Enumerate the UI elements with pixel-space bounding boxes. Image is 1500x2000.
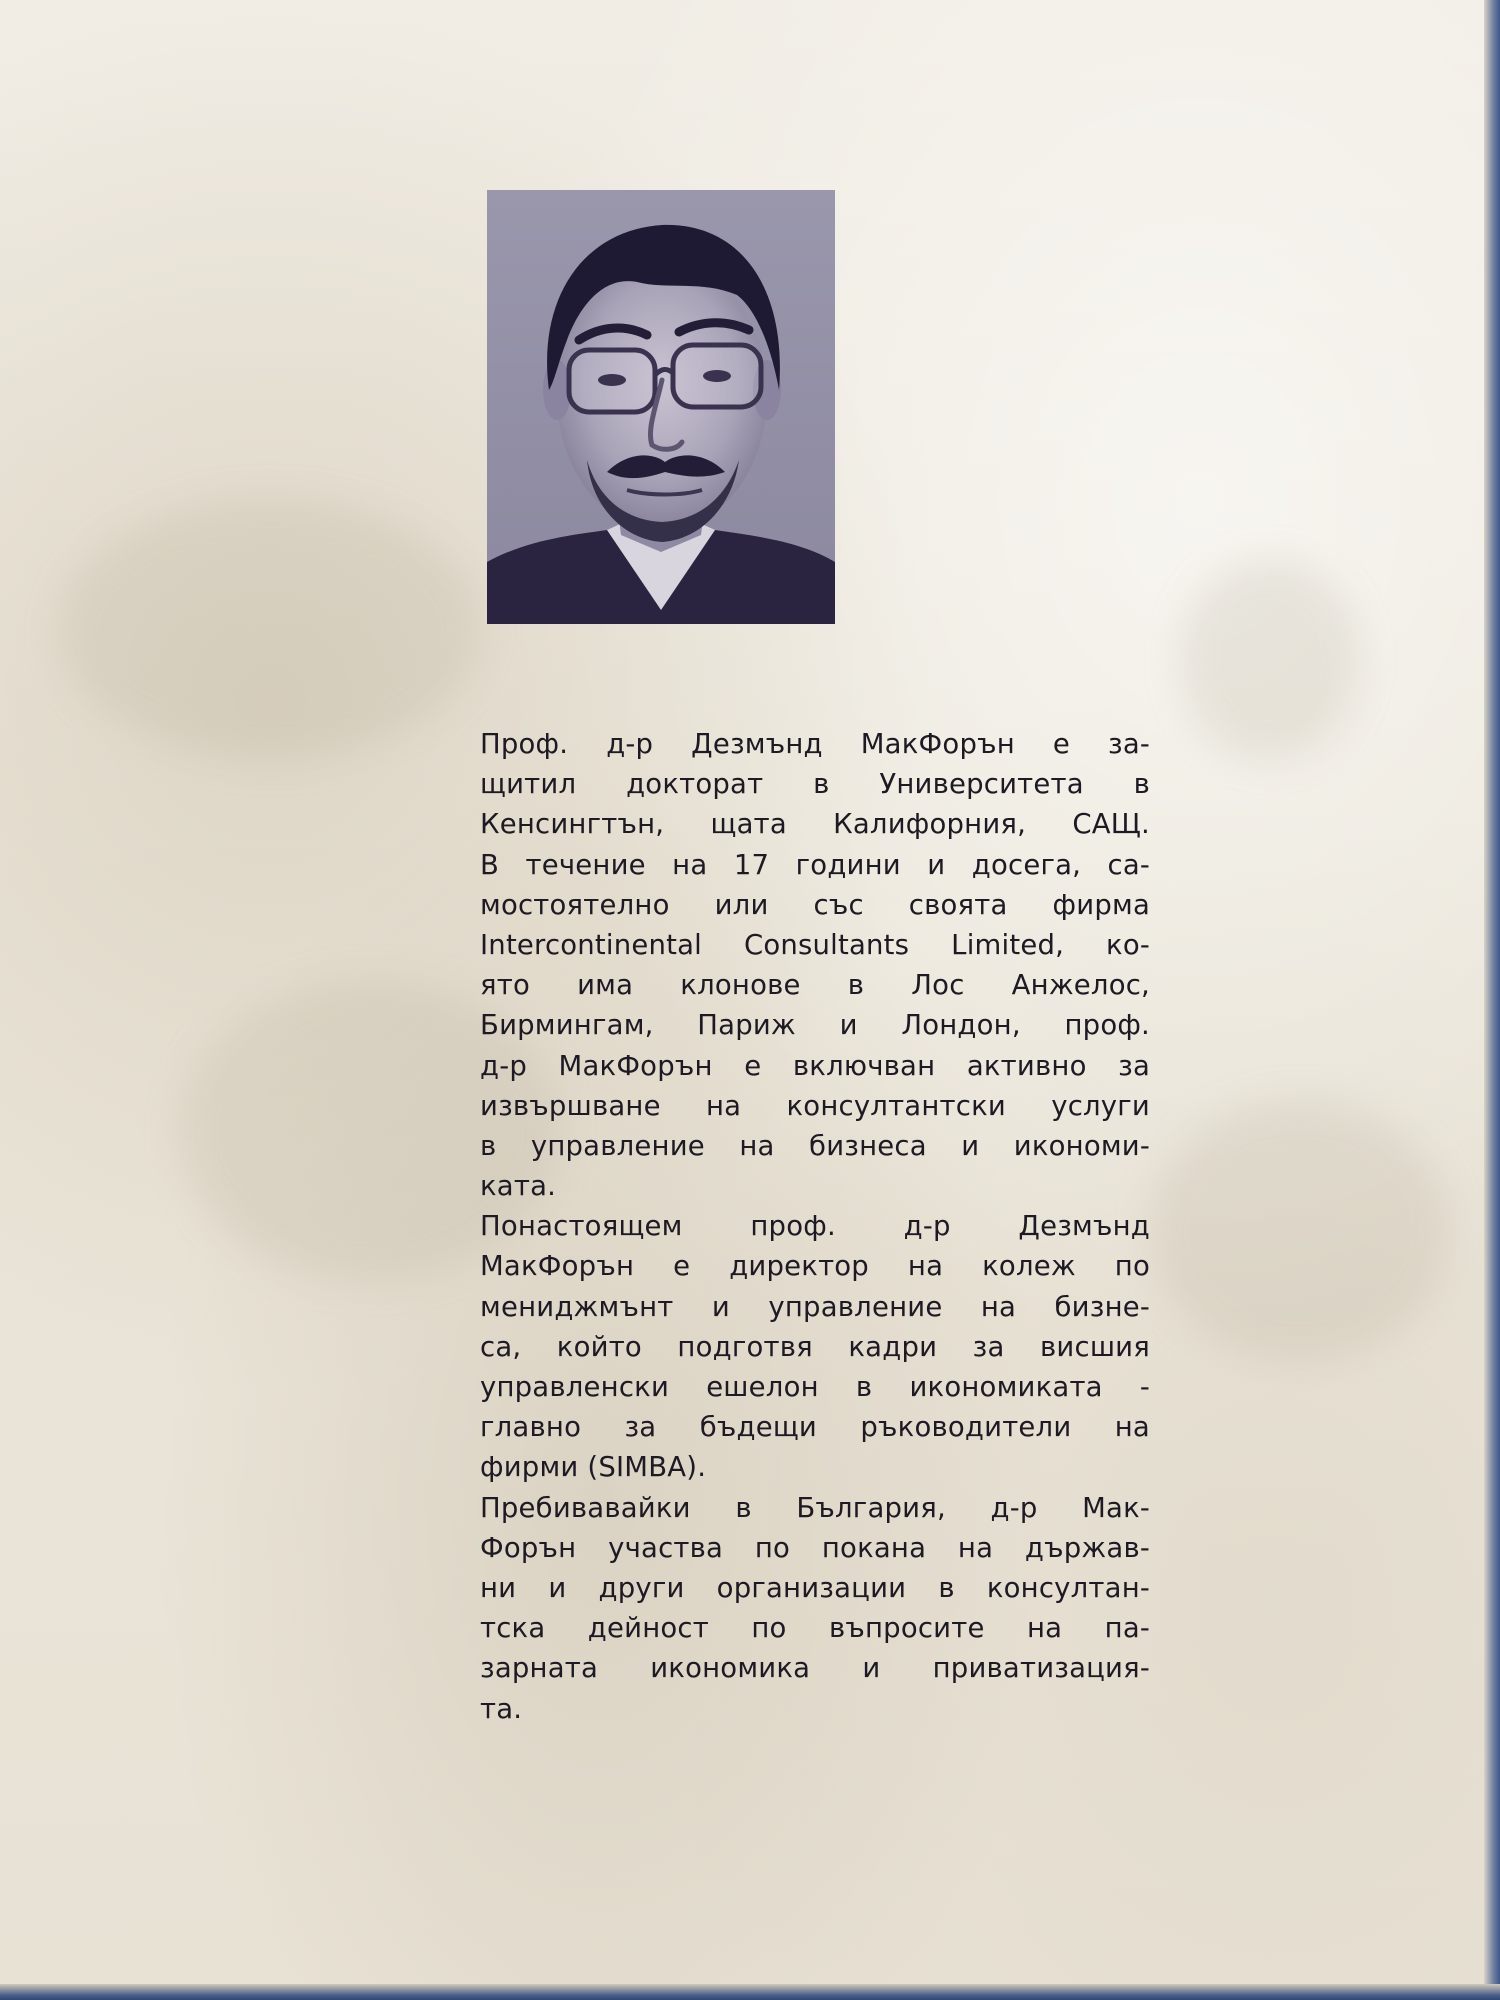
bio-line: ката.	[480, 1170, 557, 1203]
paper-stain	[1150, 1100, 1450, 1360]
paper-stain	[1180, 560, 1360, 760]
bio-line: Проф. д-р Дезмънд МакФорън е за-	[480, 728, 1150, 760]
bio-line: извършване на консултантски услуги	[480, 1089, 1150, 1122]
bio-line: Бирмингам, Париж и Лондон, проф.	[480, 1009, 1150, 1042]
portrait-illustration	[487, 190, 835, 624]
bio-line: д-р МакФорън е включван активно за	[480, 1049, 1150, 1082]
book-cover-edge-bottom	[0, 1984, 1500, 2000]
bio-line: Intercontinental Consultants Limited, ко-	[480, 928, 1150, 961]
bio-line: са, който подготвя кадри за висшия	[480, 1330, 1150, 1363]
bio-line: главно за бъдещи ръководители на	[480, 1411, 1150, 1444]
bio-line: в управление на бизнеса и икономи-	[480, 1129, 1150, 1162]
bio-line: мостоятелно или със своята фирма	[480, 888, 1150, 921]
bio-line: та.	[480, 1692, 523, 1725]
bio-line: фирми (SIMBA).	[480, 1451, 707, 1484]
bio-line: зарната икономика и приватизация-	[480, 1652, 1150, 1685]
author-portrait	[487, 190, 835, 624]
bio-line: Форън участва по покана на държав-	[480, 1531, 1150, 1564]
bio-line: тска дейност по въпросите на па-	[480, 1612, 1150, 1645]
paper-stain	[60, 500, 480, 760]
bio-line: Пребивавайки в България, д-р Мак-	[480, 1491, 1150, 1524]
bio-line: Кенсингтън, щата Калифорния, САЩ.	[480, 808, 1150, 841]
book-cover-edge-right	[1484, 0, 1500, 2000]
bio-line: ни и други организации в консултан-	[480, 1571, 1150, 1604]
bio-line: щитил докторат в Университета в	[480, 768, 1150, 801]
bio-line: ято има клонове в Лос Анжелос,	[480, 969, 1150, 1002]
bio-line: МакФорън е директор на колеж по	[480, 1250, 1150, 1283]
bio-line: В течение на 17 години и досега, са-	[480, 848, 1150, 881]
bio-line: Понастоящем проф. д-р Дезмънд	[480, 1210, 1150, 1243]
author-biography	[480, 724, 1150, 1729]
bio-line: мениджмънт и управление на бизне-	[480, 1290, 1150, 1323]
bio-line: управленски ешелон в икономиката -	[480, 1371, 1150, 1403]
